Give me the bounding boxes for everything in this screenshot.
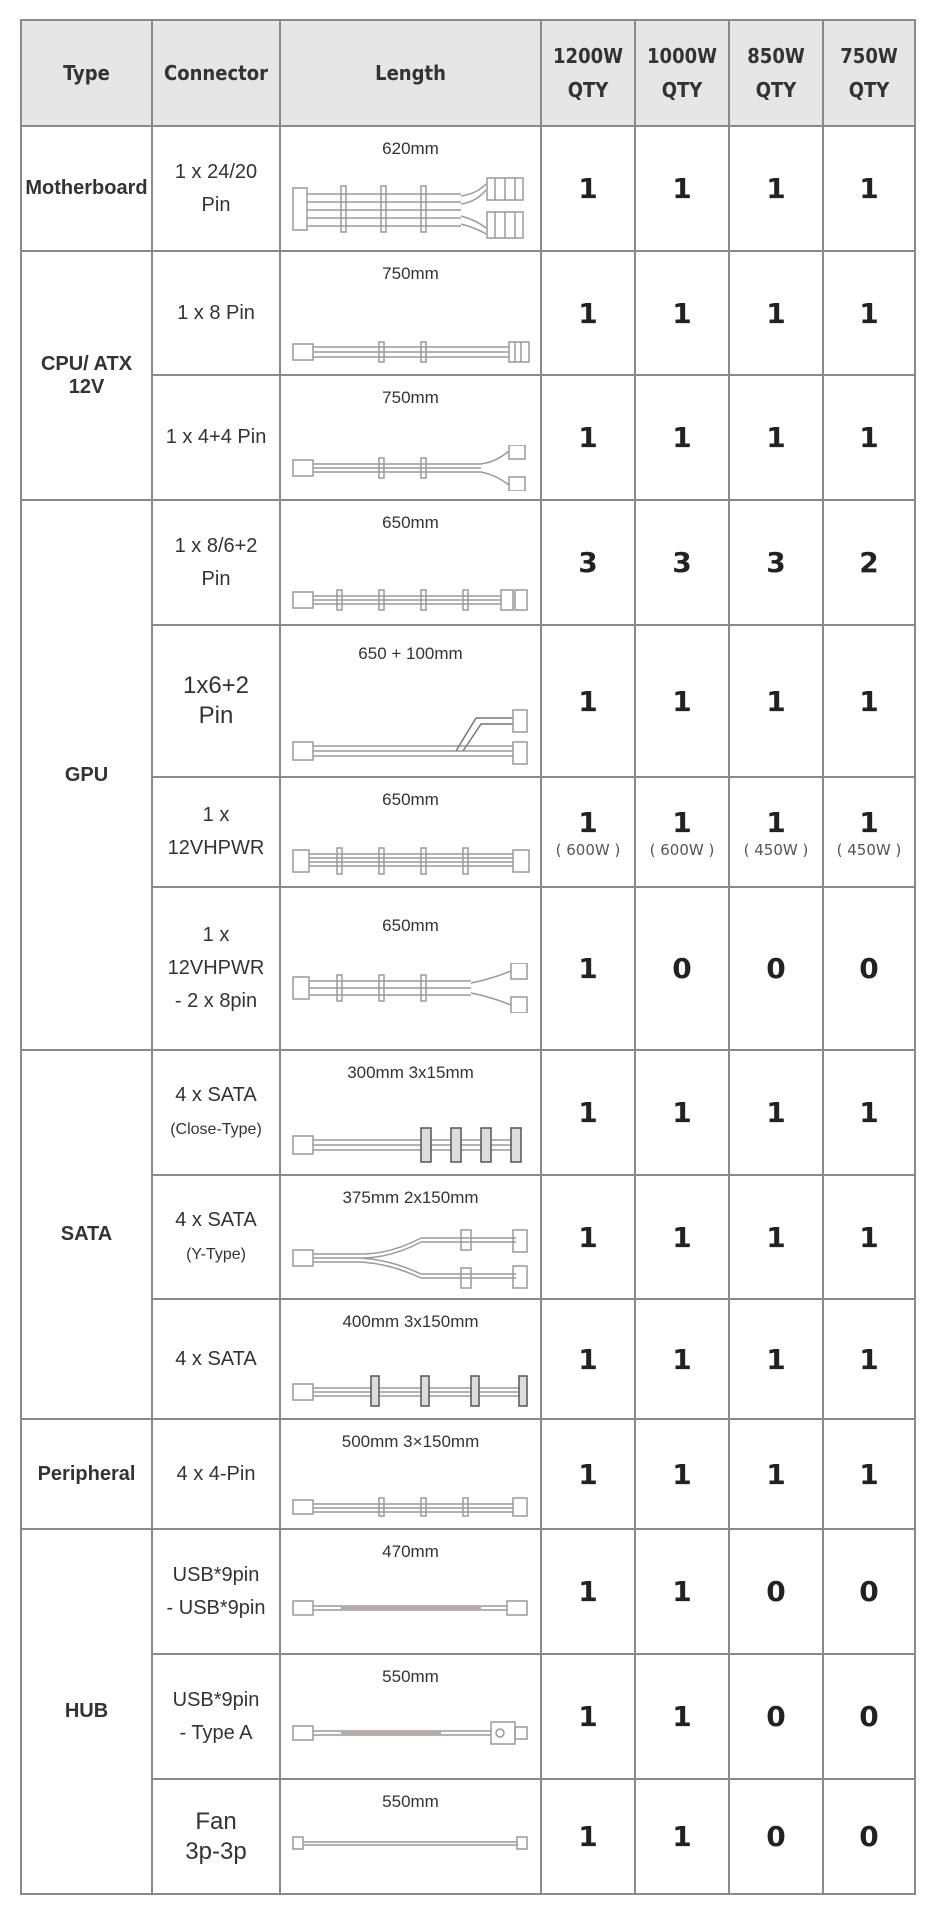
length-label: 400mm 3x150mm [342,1312,479,1331]
length-label: 650 + 100mm [358,644,463,663]
qty-850w: 1 [729,251,823,375]
length-label: 650mm [382,916,439,935]
qty-850w: 1 [729,1299,823,1419]
qty-1000w: 1 [635,1779,729,1894]
length-cell [280,1779,541,1894]
qty-850w: 1 [729,1419,823,1529]
qty-750w: 0 [823,1529,915,1654]
length-cell [280,1050,541,1175]
qty-1200w: 1 [541,251,635,375]
qty-750w: 1 [823,251,915,375]
table-row [21,500,915,625]
connector-cell: 1 x 12VHPWR - 2 x 8pin [152,887,280,1050]
qty-750w: 1 [823,1419,915,1529]
cable-4plus4-illustration [291,445,531,491]
length-cell [280,625,541,777]
qty-1200w: 1 ( 600W ) [541,777,635,887]
type-peripheral: Peripheral [21,1419,152,1529]
qty-1200w: 1 [541,1175,635,1299]
qty-850w: 1 [729,1175,823,1299]
length-label: 750mm [382,388,439,407]
qty-1200w: 1 [541,1299,635,1419]
connector-cell: 1 x 12VHPWR [152,777,280,887]
cable-sata-y-illustration [291,1228,531,1290]
qty-1000w: 1 [635,375,729,500]
qty-1200w: 1 [541,1779,635,1894]
qty-850w: 1 [729,126,823,251]
length-label: 550mm [382,1667,439,1686]
length-label: 500mm 3×150mm [341,1432,480,1451]
cable-12vhpwr-illustration [291,844,531,878]
qty-1000w: 1 [635,251,729,375]
length-cell [280,887,541,1050]
length-label: 650mm [382,513,439,532]
cable-12vhpwr-split-illustration [291,963,531,1013]
length-label: 375mm 2x150mm [342,1188,479,1207]
qty-750w: 1 [823,1175,915,1299]
cable-pcie-daisy-illustration [291,708,531,768]
header-1200w: 1200W QTY [541,20,635,126]
connector-cell: 1x6+2 Pin [152,625,280,777]
length-cell [280,126,541,251]
table-row [21,777,915,887]
qty-750w: 1 [823,1299,915,1419]
connector-cell: 4 x SATA (Close-Type) [152,1050,280,1175]
header-connector: Connector [152,20,280,126]
length-cell [280,1175,541,1299]
connector-cell: 4 x SATA [152,1299,280,1419]
connector-cell: 1 x 4+4 Pin [152,375,280,500]
header-length: Length [280,20,541,126]
qty-1200w: 1 [541,887,635,1050]
cable-24pin-illustration [291,176,531,242]
qty-750w: 2 [823,500,915,625]
connector-cell: 1 x 8/6+2 Pin [152,500,280,625]
qty-1000w: 1 ( 600W ) [635,777,729,887]
qty-1000w: 1 [635,1529,729,1654]
qty-1200w: 1 [541,1654,635,1779]
qty-1200w: 1 [541,126,635,251]
cable-usb-typea-illustration [291,1718,531,1748]
qty-750w: 0 [823,1779,915,1894]
length-cell [280,777,541,887]
header-type: Type [21,20,152,126]
qty-750w: 1 [823,375,915,500]
table-row [21,887,915,1050]
table-row [21,375,915,500]
length-label: 300mm 3x15mm [347,1063,474,1082]
header-row [21,20,915,126]
connector-cell: 1 x 8 Pin [152,251,280,375]
qty-750w: 0 [823,887,915,1050]
qty-1000w: 1 [635,625,729,777]
cable-peripheral-illustration [291,1494,531,1520]
table-row [21,1299,915,1419]
length-cell [280,1299,541,1419]
length-label: 650mm [382,790,439,809]
table-row [21,126,915,251]
table-row [21,1654,915,1779]
table-row [21,1779,915,1894]
table-row [21,1529,915,1654]
connector-cell: 4 x 4-Pin [152,1419,280,1529]
cable-usb-usb-illustration [291,1593,531,1623]
qty-1200w: 1 [541,1050,635,1175]
table-row [21,1050,915,1175]
qty-850w: 1 [729,1050,823,1175]
qty-1200w: 1 [541,625,635,777]
qty-1000w: 1 [635,1299,729,1419]
qty-850w: 0 [729,1779,823,1894]
qty-850w: 1 ( 450W ) [729,777,823,887]
qty-850w: 0 [729,887,823,1050]
type-motherboard: Motherboard [21,126,152,251]
length-label: 470mm [382,1542,439,1561]
type-gpu: GPU [21,500,152,1050]
header-750w: 750W QTY [823,20,915,126]
cable-8pin-illustration [291,336,531,366]
cable-pcie-8pin-illustration [291,584,531,616]
qty-1200w: 1 [541,1529,635,1654]
header-850w: 850W QTY [729,20,823,126]
length-cell [280,251,541,375]
type-hub: HUB [21,1529,152,1894]
qty-750w: 1 [823,126,915,251]
length-cell [280,500,541,625]
type-sata: SATA [21,1050,152,1419]
qty-850w: 3 [729,500,823,625]
psu-cable-spec-table [20,19,916,1895]
qty-1000w: 1 [635,1050,729,1175]
qty-1000w: 1 [635,126,729,251]
qty-850w: 0 [729,1654,823,1779]
qty-1200w: 1 [541,375,635,500]
table-row [21,251,915,375]
cable-fan-illustration [291,1831,531,1855]
qty-1000w: 1 [635,1654,729,1779]
connector-cell: 1 x 24/20 Pin [152,126,280,251]
qty-1000w: 1 [635,1175,729,1299]
qty-850w: 1 [729,625,823,777]
cable-sata-illustration [291,1374,531,1410]
connector-cell: Fan 3p-3p [152,1779,280,1894]
table-row [21,1175,915,1299]
connector-cell: USB*9pin - USB*9pin [152,1529,280,1654]
header-1000w: 1000W QTY [635,20,729,126]
qty-1200w: 1 [541,1419,635,1529]
qty-1000w: 1 [635,1419,729,1529]
type-cpu-atx: CPU/ ATX 12V [21,251,152,500]
length-cell [280,1419,541,1529]
connector-cell: USB*9pin - Type A [152,1654,280,1779]
qty-1000w: 0 [635,887,729,1050]
qty-750w: 1 [823,1050,915,1175]
qty-750w: 1 [823,625,915,777]
qty-750w: 1 ( 450W ) [823,777,915,887]
qty-850w: 1 [729,375,823,500]
qty-750w: 0 [823,1654,915,1779]
length-label: 550mm [382,1792,439,1811]
qty-850w: 0 [729,1529,823,1654]
length-label: 750mm [382,264,439,283]
qty-1200w: 3 [541,500,635,625]
connector-cell: 4 x SATA (Y-Type) [152,1175,280,1299]
length-label: 620mm [382,139,439,158]
length-cell [280,375,541,500]
length-cell [280,1654,541,1779]
table-row [21,1419,915,1529]
table-row [21,625,915,777]
qty-1000w: 3 [635,500,729,625]
length-cell [280,1529,541,1654]
cable-sata-close-illustration [291,1126,531,1166]
